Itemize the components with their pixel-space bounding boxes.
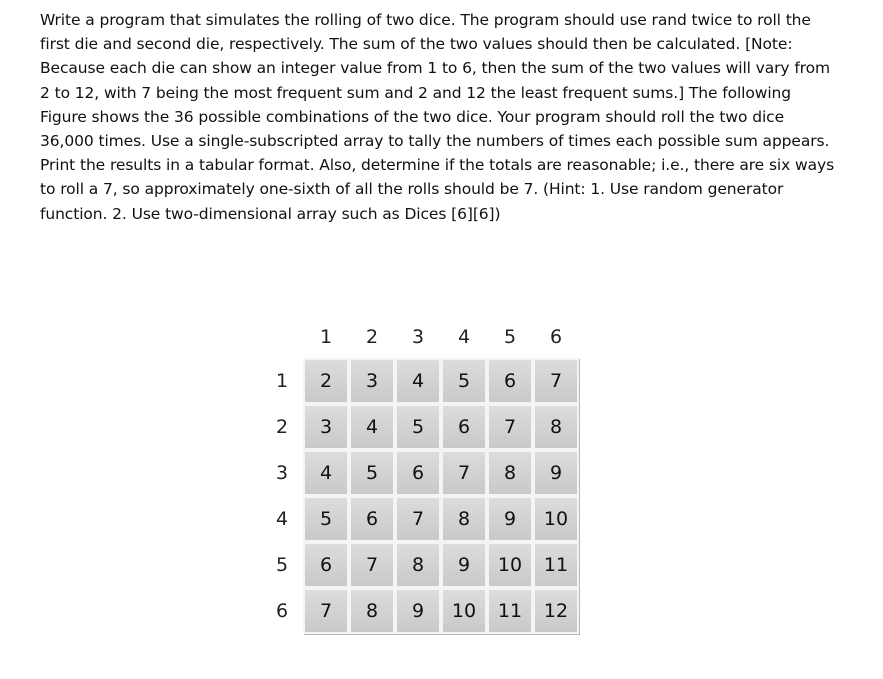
sum-cell: 6 (395, 450, 441, 496)
sum-cell: 10 (487, 542, 533, 588)
sum-cell: 8 (533, 404, 579, 450)
sum-cell: 10 (533, 496, 579, 542)
sum-cell: 2 (303, 358, 349, 404)
sum-cell: 9 (395, 588, 441, 634)
sum-cell: 10 (441, 588, 487, 634)
sum-cell: 5 (441, 358, 487, 404)
sum-cell: 4 (349, 404, 395, 450)
sum-cell: 7 (349, 542, 395, 588)
sum-cell: 6 (441, 404, 487, 450)
sum-cell: 7 (395, 496, 441, 542)
column-header: 4 (457, 326, 471, 348)
sum-cell: 12 (533, 588, 579, 634)
sum-cell: 3 (303, 404, 349, 450)
sum-cell: 5 (395, 404, 441, 450)
sum-cell: 4 (395, 358, 441, 404)
sum-cell: 9 (441, 542, 487, 588)
sum-cell: 6 (303, 542, 349, 588)
sum-cell: 8 (349, 588, 395, 634)
sum-cell: 8 (395, 542, 441, 588)
sum-cell: 6 (487, 358, 533, 404)
sum-grid (303, 358, 579, 634)
sum-cell: 9 (487, 496, 533, 542)
column-header: 5 (503, 326, 517, 348)
sum-cell: 8 (487, 450, 533, 496)
sum-cell: 7 (303, 588, 349, 634)
sum-cell: 5 (349, 450, 395, 496)
column-header: 3 (411, 326, 425, 348)
sum-cell: 9 (533, 450, 579, 496)
sum-cell: 6 (349, 496, 395, 542)
row-header: 6 (275, 600, 289, 622)
sum-cell: 11 (533, 542, 579, 588)
sum-cell: 4 (303, 450, 349, 496)
row-header: 5 (275, 554, 289, 576)
column-header: 6 (549, 326, 563, 348)
sum-cell: 7 (487, 404, 533, 450)
sum-cell: 7 (533, 358, 579, 404)
dice-sum-figure (263, 320, 583, 640)
row-header: 3 (275, 462, 289, 484)
sum-cell: 5 (303, 496, 349, 542)
sum-cell: 7 (441, 450, 487, 496)
row-header: 1 (275, 370, 289, 392)
sum-cell: 3 (349, 358, 395, 404)
problem-statement: Write a program that simulates the rolling of two dice. The program should use rand twice to roll the first die and second die, respectively. The sum of the two values should then be calculated. [Note: Because each die can show an integer value from 1 to 6, then the sum of the two values will vary from 2 to 12, with 7 being the most frequent sum and 2 and 12 the least frequent sums.] The following Figure shows the 36 possible combinations of the two dice. Your program should roll the two dice 36,000 times. Use a single-subscripted array to tally the numbers of times each possible sum appears. Print the results in a tabular format. Also, determine if the totals are reasonable; i.e., there are six ways to roll a 7, so approximately one-sixth of all the rolls should be 7. (Hint: 1. Use random generator function. 2. Use two-dimensional array such as Dices [6][6]) (40, 11, 835, 223)
column-header: 1 (319, 326, 333, 348)
column-header: 2 (365, 326, 379, 348)
row-header: 4 (275, 508, 289, 530)
sum-cell: 8 (441, 496, 487, 542)
row-header: 2 (275, 416, 289, 438)
sum-cell: 11 (487, 588, 533, 634)
